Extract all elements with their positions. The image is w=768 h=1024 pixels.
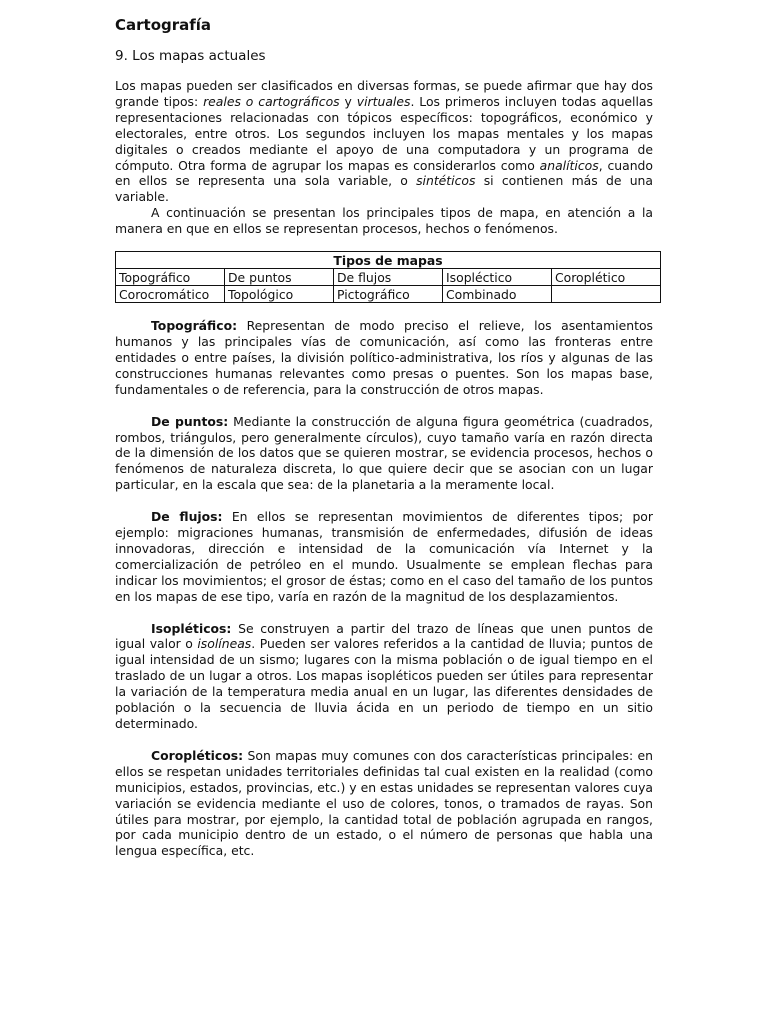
table-cell: De flujos xyxy=(334,269,443,286)
table-caption: Tipos de mapas xyxy=(116,252,661,269)
document-title: Cartografía xyxy=(115,16,212,34)
intro-emphasis: analíticos xyxy=(539,157,599,173)
table-cell: De puntos xyxy=(225,269,334,286)
definition-topografico xyxy=(115,318,653,398)
definition-text: Representan de modo preciso el relieve, los asentamientos humanos y las principales vías de comunicación, así como las fronteras entre entidades o entre países, la división político-administrativa, los ríos y algunas de las construcciones humanas relevantes como presas o puentes. Son los mapas base, fundamentales o de referencia, para la construcción de otros mapas. xyxy=(115,318,653,397)
document-page xyxy=(115,15,653,859)
table-cell: Topológico xyxy=(225,286,334,303)
definition-coropleticos xyxy=(115,748,653,859)
section-title: 9. Los mapas actuales xyxy=(115,48,266,64)
table-cell: Pictográfico xyxy=(334,286,443,303)
table-cell: Topográfico xyxy=(116,269,225,286)
intro-emphasis: reales o cartográficos xyxy=(203,93,340,109)
table-row xyxy=(116,286,661,303)
map-types-table xyxy=(115,251,661,303)
definition-term: De puntos: xyxy=(151,413,229,429)
table-cell: Combinado xyxy=(443,286,552,303)
table-cell: Corocromático xyxy=(116,286,225,303)
intro-text: y xyxy=(339,93,357,109)
definition-term: Topográfico: xyxy=(151,318,238,334)
definition-term: Coropléticos: xyxy=(151,747,244,763)
table-cell: Coroplético xyxy=(552,269,661,286)
definition-text: En ellos se representan movimientos de diferentes tipos; por ejemplo: migraciones humanas, transmisión de enfermedades, difusión de ideas innovadoras, dirección e intensidad de la comunicación vía Internet y la comercialización de petróleo en el mundo. Usualmente se emplean flechas para indicar los movimientos; el grosor de éstas; como en el caso del tamaño de los puntos en los mapas de ese tipo, varía en razón de la magnitud de los desplazamientos. xyxy=(115,509,653,604)
table-cell xyxy=(552,286,661,303)
definition-text: Son mapas muy comunes con dos características principales: en ellos se respetan unidades territoriales definidas tal cual existen en la realidad (como municipios, estados, provincias, etc.) y en estas unidades se representan valores cuya variación se evidencia mediante el uso de colores, tonos, o tramados de rayas. Son útiles para mostrar, por ejemplo, la cantidad total de población agrupada en rangos, por cada municipio dentro de un estado, o el número de personas que habla una lengua específica, etc. xyxy=(115,747,653,859)
intro-text: si contienen más de una variable. xyxy=(115,173,653,205)
definition-term: De flujos: xyxy=(151,509,223,525)
definition-emphasis: isolíneas xyxy=(197,636,252,652)
intro-emphasis: sintéticos xyxy=(416,173,476,189)
table-cell: Isopléctico xyxy=(443,269,552,286)
definition-text: Se construyen a partir del trazo de líneas que unen puntos de igual valor o xyxy=(115,620,653,652)
intro-paragraph xyxy=(115,78,653,205)
definition-term: Isopléticos: xyxy=(151,620,232,636)
definition-de-puntos xyxy=(115,414,653,494)
definition-text: . Pueden ser valores referidos a la cantidad de lluvia; puntos de igual intensidad de un sismo; lugares con la misma población o de igual tiempo en el traslado de un lugar a otros. Los mapas isopléticos pueden ser útiles para representar la variación de la temperatura media anual en un lugar, las diferentes densidades de población o la secuencia de lluvia ácida en un periodo de tiempo en un sitio determinado. xyxy=(115,636,653,731)
definition-de-flujos xyxy=(115,509,653,604)
intro-text: . Los primeros incluyen todas aquellas representaciones relacionadas con tópicos específicos: topográficos, económico y electorales, entre otros. Los segundos incluyen los mapas mentales y los mapas digitales o creados mediante el apoyo de una computadora y un programa de cómputo. Otra forma de agrupar los mapas es considerarlos como xyxy=(115,93,653,173)
definition-isopleticos xyxy=(115,621,653,732)
intro-emphasis: virtuales xyxy=(356,93,411,109)
intro-text: Los mapas pueden ser clasificados en diversas formas, se puede afirmar que hay dos grande tipos: xyxy=(115,78,653,109)
intro-text: , cuando en ellos se representa una sola variable, o xyxy=(115,157,653,189)
table-row xyxy=(116,269,661,286)
intro-paragraph-2: A continuación se presentan los principales tipos de mapa, en atención a la manera en que en ellos se representan procesos, hechos o fenómenos. xyxy=(115,205,653,237)
definition-text: Mediante la construcción de alguna figura geométrica (cuadrados, rombos, triángulos, pero generalmente círculos), cuyo tamaño varía en razón directa de la dimensión de los datos que se quieren mostrar, se evidencia procesos, hechos o fenómenos de naturaleza discreta, lo que quiere decir que se asocian con un lugar particular, en la escala que sea: de la planetaria a la meramente local. xyxy=(115,413,654,493)
